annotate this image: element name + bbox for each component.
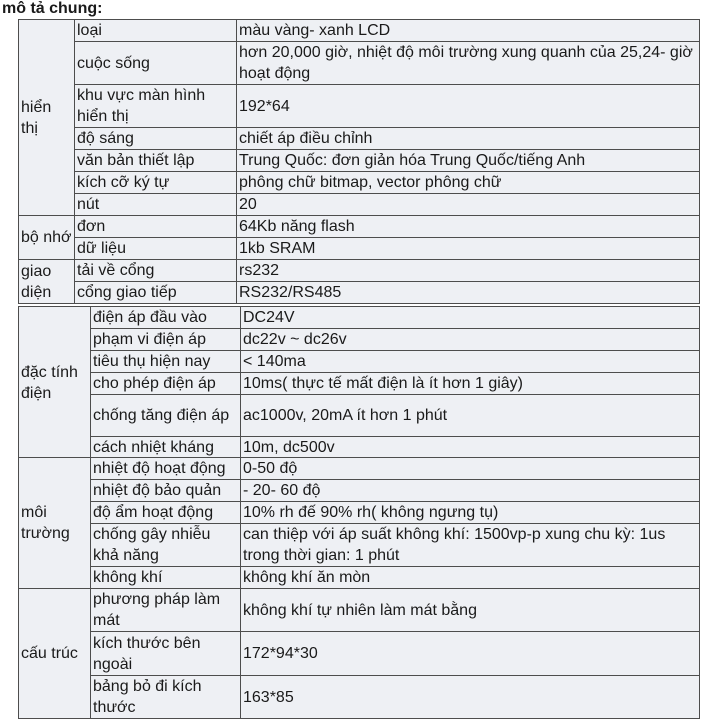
group-label-interface: giao diện — [19, 260, 75, 304]
spec-table-electrical — [18, 306, 700, 459]
spec-value: không khí ăn mòn — [241, 567, 700, 589]
spec-value: màu vàng- xanh LCD — [237, 20, 700, 42]
group-label-environment: môi trường — [19, 458, 91, 589]
spec-key: cuộc sống — [75, 42, 237, 85]
spec-value: DC24V — [241, 307, 700, 329]
spec-value: < 140ma — [241, 351, 700, 373]
spec-value: rs232 — [237, 260, 700, 282]
spec-value: - 20- 60 độ — [241, 480, 700, 502]
spec-value: dc22v ~ dc26v — [241, 329, 700, 351]
spec-key: phạm vi điện áp — [91, 329, 241, 351]
spec-key: chống gây nhiễu khả năng — [91, 524, 241, 567]
group-label-memory: bộ nhớ — [19, 216, 75, 260]
group-label-electrical: đặc tính điện — [19, 307, 91, 459]
spec-key: chống tăng điện áp — [91, 395, 241, 437]
section-heading: mô tả chung: — [2, 0, 103, 17]
spec-key: bảng bỏ đi kích thước — [91, 676, 241, 719]
spec-value: ac1000v, 20mA ít hơn 1 phút — [241, 395, 700, 437]
spec-value: 10m, dc500v — [241, 437, 700, 459]
spec-key: phương pháp làm mát — [91, 589, 241, 632]
spec-key: kích cỡ ký tự — [75, 172, 237, 194]
spec-key: độ sáng — [75, 128, 237, 150]
spec-value: chiết áp điều chỉnh — [237, 128, 700, 150]
spec-key: không khí — [91, 567, 241, 589]
spec-key: văn bản thiết lập — [75, 150, 237, 172]
spec-key: cho phép điện áp — [91, 373, 241, 395]
spec-key: nhiệt độ bảo quản — [91, 480, 241, 502]
spec-table-structure — [18, 588, 700, 719]
spec-value: hơn 20,000 giờ, nhiệt độ môi trường xung quanh của 25,24- giờ hoạt động — [237, 42, 700, 85]
spec-value: 0-50 độ — [241, 458, 700, 480]
spec-key: cổng giao tiếp — [75, 282, 237, 304]
group-label-display: hiển thị — [19, 20, 75, 216]
spec-key: loại — [75, 20, 237, 42]
spec-value: 172*94*30 — [241, 632, 700, 676]
spec-value: phông chữ bitmap, vector phông chữ — [237, 172, 700, 194]
spec-value: RS232/RS485 — [237, 282, 700, 304]
spec-value: 10ms( thực tế mất điện là ít hơn 1 giây) — [241, 373, 700, 395]
spec-key: độ ẩm hoạt động — [91, 502, 241, 524]
spec-key: nhiệt độ hoạt động — [91, 458, 241, 480]
group-label-structure: cấu trúc — [19, 589, 91, 719]
spec-value: 10% rh đế 90% rh( không ngưng tụ) — [241, 502, 700, 524]
spec-key: tiêu thụ hiện nay — [91, 351, 241, 373]
spec-key: dữ liệu — [75, 238, 237, 260]
spec-value: Trung Quốc: đơn giản hóa Trung Quốc/tiếng Anh — [237, 150, 700, 172]
spec-key: điện áp đầu vào — [91, 307, 241, 329]
spec-value: can thiệp với áp suất không khí: 1500vp-p xung chu kỳ: 1us trong thời gian: 1 phút — [241, 524, 700, 567]
spec-value: 64Kb năng flash — [237, 216, 700, 238]
spec-value: 163*85 — [241, 676, 700, 719]
spec-key: kích thước bên ngoài — [91, 632, 241, 676]
spec-value: 1kb SRAM — [237, 238, 700, 260]
spec-key: cách nhiệt kháng — [91, 437, 241, 459]
spec-key: đơn — [75, 216, 237, 238]
spec-value: không khí tự nhiên làm mát bằng — [241, 589, 700, 632]
spec-table-display — [18, 19, 700, 304]
spec-key: khu vực màn hình hiển thị — [75, 85, 237, 128]
spec-table-environment — [18, 457, 700, 589]
spec-key: nút — [75, 194, 237, 216]
spec-value: 192*64 — [237, 85, 700, 128]
spec-key: tải về cổng — [75, 260, 237, 282]
spec-value: 20 — [237, 194, 700, 216]
